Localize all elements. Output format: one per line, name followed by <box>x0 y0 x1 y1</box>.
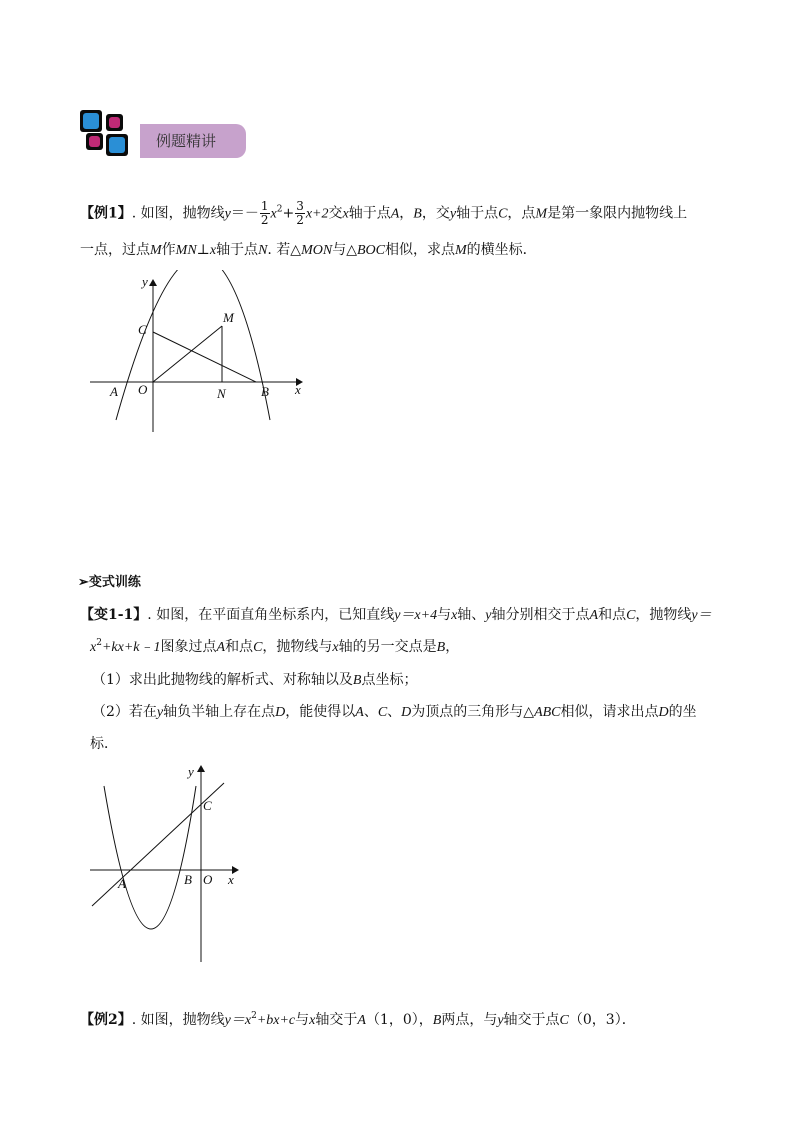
example1-tag: 【例1】 <box>80 205 132 222</box>
variant1-question2-end: 标． <box>90 736 118 752</box>
example2-tag: 【例2】 <box>80 1012 132 1028</box>
fraction-three-halves: $\frac{3}{2}$ <box>296 199 304 227</box>
label-B: B <box>184 872 192 887</box>
parabola <box>116 270 270 420</box>
example1-line2: 一点，过点M作MN⊥x轴于点N. 若△MON与△BOC相似，求点M的横坐标． <box>80 242 537 258</box>
example1-figure <box>80 270 320 440</box>
label-M: M <box>223 310 234 325</box>
section-logo <box>80 108 132 156</box>
segment-OM <box>153 326 222 382</box>
variant1-tag: 【变1-1】 <box>80 607 148 623</box>
variant1-question2: （2）若在y轴负半轴上存在点D，能使得以A、C、D为顶点的三角形与△ABC相似，请求出点D的坐 <box>92 704 697 720</box>
label-B: B <box>261 384 269 399</box>
variant1-figure <box>80 760 250 970</box>
logo-square-blue-1-inner <box>83 113 99 129</box>
variant-section-title: ➢变式训练 <box>78 575 141 590</box>
variant1-question1: （1）求出此抛物线的解析式、对称轴以及B点坐标； <box>92 672 418 688</box>
label-A: A <box>118 876 126 891</box>
label-y: y <box>188 764 194 779</box>
label-C: C <box>203 798 212 813</box>
logo-square-blue-2-inner <box>109 137 125 153</box>
logo-square-magenta-2-inner <box>89 136 100 147</box>
section-title: 例题精讲 <box>156 132 217 150</box>
example1-line1: 【例1】. 如图，抛物线y＝－ $\frac{1}{2}$ $x^2+$ $\frac{3}{2}$ x+2交x轴于点A，B，交y轴于点C，点M是第一象限内抛物线上 <box>80 199 688 227</box>
logo-square-magenta-1-inner <box>109 117 120 128</box>
label-N: N <box>217 386 226 401</box>
label-O: O <box>203 872 213 887</box>
label-C: C <box>138 322 147 337</box>
segment-CB <box>153 332 256 382</box>
fraction-one-half: $\frac{1}{2}$ <box>260 199 269 227</box>
parabola <box>104 786 196 929</box>
variant1-line1: 【变1-1】. 如图，在平面直角坐标系内，已知直线y＝x+4与x轴、y轴分别相交于点A和点C，抛物线y＝ <box>80 607 712 623</box>
label-x: x <box>295 382 301 397</box>
label-O: O <box>138 382 148 397</box>
example2-line1: 【例2】. 如图，抛物线$y=x^2+bx+c$与x轴交于A（1，0），B两点，与y轴交于点C（0，3）． <box>80 1011 636 1028</box>
label-A: A <box>110 384 118 399</box>
variant1-line2: $x^2+kx+k﹣1$图象过点A和点C，抛物线与x轴的另一交点是B， <box>90 638 460 655</box>
variant-marker-icon: ➢ <box>78 575 89 590</box>
label-x: x <box>228 872 234 887</box>
label-y: y <box>142 274 148 289</box>
